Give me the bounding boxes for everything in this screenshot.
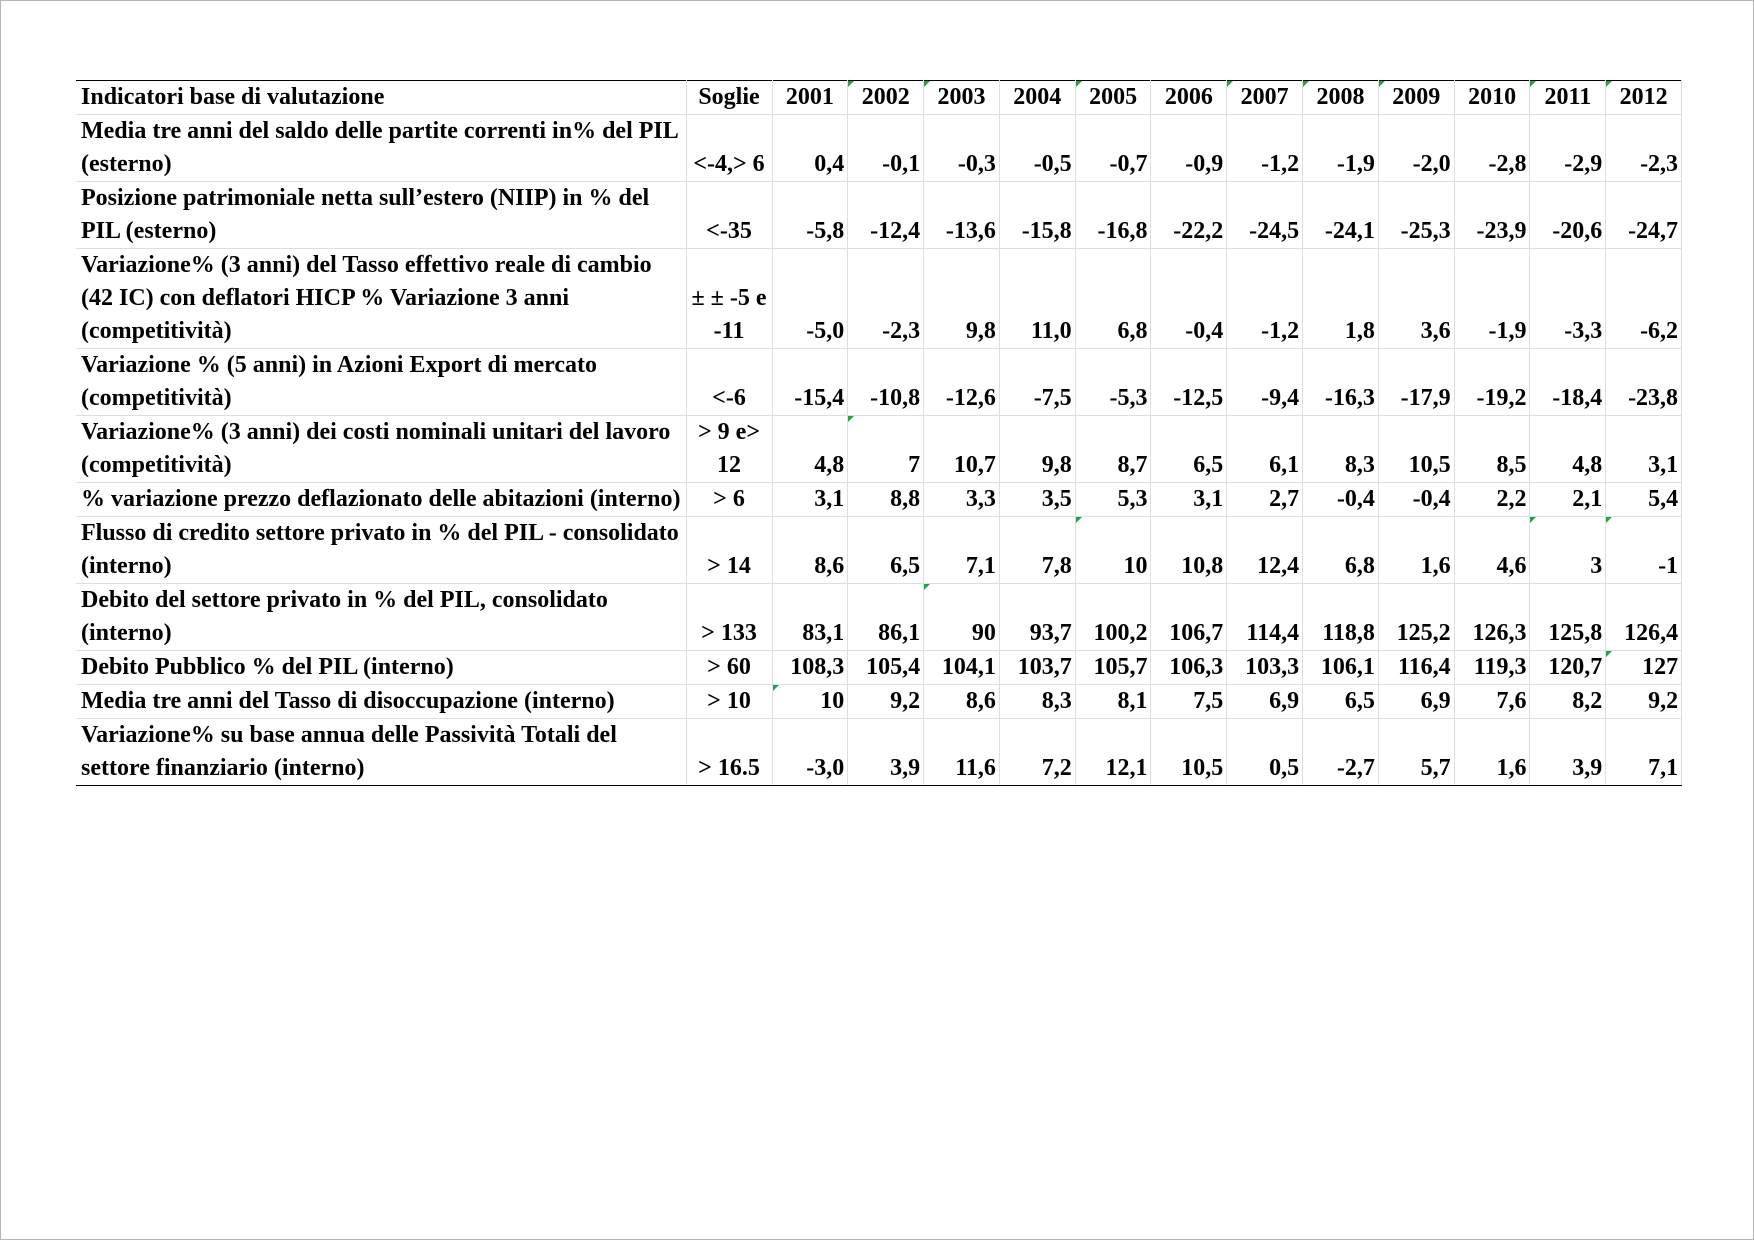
value-cell: -18,4 bbox=[1530, 349, 1606, 416]
value-cell: 3 bbox=[1530, 517, 1606, 584]
value-cell: 8,2 bbox=[1530, 685, 1606, 719]
value-cell: 2,2 bbox=[1454, 483, 1530, 517]
value-cell: 3,3 bbox=[924, 483, 1000, 517]
value-cell: 10 bbox=[1075, 517, 1151, 584]
threshold-cell: <-6 bbox=[686, 349, 772, 416]
value-cell: -24,5 bbox=[1227, 182, 1303, 249]
value-cell: -5,0 bbox=[772, 249, 848, 349]
value-cell: 9,2 bbox=[848, 685, 924, 719]
value-cell: -23,9 bbox=[1454, 182, 1530, 249]
indicator-label: Media tre anni del saldo delle partite correnti in% del PIL (esterno) bbox=[76, 115, 686, 182]
value-cell: -5,3 bbox=[1075, 349, 1151, 416]
value-cell: 3,9 bbox=[1530, 719, 1606, 786]
value-cell: -2,7 bbox=[1303, 719, 1379, 786]
value-cell: -12,4 bbox=[848, 182, 924, 249]
header-year: 2009 bbox=[1378, 81, 1454, 115]
value-cell: 6,5 bbox=[1303, 685, 1379, 719]
threshold-cell: <-4,> 6 bbox=[686, 115, 772, 182]
header-year: 2006 bbox=[1151, 81, 1227, 115]
threshold-cell: > 9 e> 12 bbox=[686, 416, 772, 483]
threshold-cell: > 60 bbox=[686, 651, 772, 685]
header-year: 2004 bbox=[999, 81, 1075, 115]
value-cell: 6,5 bbox=[1151, 416, 1227, 483]
value-cell: -23,8 bbox=[1606, 349, 1682, 416]
value-cell: 6,8 bbox=[1303, 517, 1379, 584]
value-cell: 3,1 bbox=[772, 483, 848, 517]
value-cell: 6,5 bbox=[848, 517, 924, 584]
value-cell: -1 bbox=[1606, 517, 1682, 584]
table-row bbox=[76, 483, 1682, 517]
value-cell: 7 bbox=[848, 416, 924, 483]
value-cell: -2,9 bbox=[1530, 115, 1606, 182]
value-cell: 5,4 bbox=[1606, 483, 1682, 517]
value-cell: 103,7 bbox=[999, 651, 1075, 685]
value-cell: 9,2 bbox=[1606, 685, 1682, 719]
value-cell: -0,4 bbox=[1378, 483, 1454, 517]
value-cell: 105,7 bbox=[1075, 651, 1151, 685]
value-cell: 8,3 bbox=[999, 685, 1075, 719]
value-cell: 3,9 bbox=[848, 719, 924, 786]
table-row bbox=[76, 182, 1682, 249]
value-cell: 86,1 bbox=[848, 584, 924, 651]
value-cell: 10,7 bbox=[924, 416, 1000, 483]
value-cell: 10 bbox=[772, 685, 848, 719]
value-cell: -1,2 bbox=[1227, 115, 1303, 182]
value-cell: 8,5 bbox=[1454, 416, 1530, 483]
header-year: 2012 bbox=[1606, 81, 1682, 115]
value-cell: -15,8 bbox=[999, 182, 1075, 249]
value-cell: -12,6 bbox=[924, 349, 1000, 416]
value-cell: -6,2 bbox=[1606, 249, 1682, 349]
table-row bbox=[76, 719, 1682, 786]
value-cell: 12,1 bbox=[1075, 719, 1151, 786]
value-cell: 4,8 bbox=[772, 416, 848, 483]
value-cell: 8,8 bbox=[848, 483, 924, 517]
value-cell: 3,5 bbox=[999, 483, 1075, 517]
value-cell: 8,6 bbox=[772, 517, 848, 584]
value-cell: 127 bbox=[1606, 651, 1682, 685]
value-cell: -16,8 bbox=[1075, 182, 1151, 249]
header-year: 2010 bbox=[1454, 81, 1530, 115]
value-cell: -0,3 bbox=[924, 115, 1000, 182]
value-cell: 0,5 bbox=[1227, 719, 1303, 786]
value-cell: -2,3 bbox=[848, 249, 924, 349]
value-cell: 105,4 bbox=[848, 651, 924, 685]
value-cell: 103,3 bbox=[1227, 651, 1303, 685]
value-cell: -2,8 bbox=[1454, 115, 1530, 182]
table-row bbox=[76, 416, 1682, 483]
value-cell: -20,6 bbox=[1530, 182, 1606, 249]
value-cell: -7,5 bbox=[999, 349, 1075, 416]
value-cell: -2,3 bbox=[1606, 115, 1682, 182]
value-cell: 4,8 bbox=[1530, 416, 1606, 483]
indicator-label: % variazione prezzo deflazionato delle abitazioni (interno) bbox=[76, 483, 686, 517]
value-cell: -3,0 bbox=[772, 719, 848, 786]
value-cell: 5,3 bbox=[1075, 483, 1151, 517]
indicator-label: Variazione% su base annua delle Passività Totali del settore finanziario (interno) bbox=[76, 719, 686, 786]
threshold-cell: > 6 bbox=[686, 483, 772, 517]
indicator-label: Variazione% (3 anni) del Tasso effettivo reale di cambio (42 IC) con deflatori HICP % Variazione 3 anni (competitività) bbox=[76, 249, 686, 349]
value-cell: -0,9 bbox=[1151, 115, 1227, 182]
value-cell: 83,1 bbox=[772, 584, 848, 651]
value-cell: 7,6 bbox=[1454, 685, 1530, 719]
value-cell: -5,8 bbox=[772, 182, 848, 249]
threshold-cell: <-35 bbox=[686, 182, 772, 249]
value-cell: 108,3 bbox=[772, 651, 848, 685]
threshold-cell: > 16.5 bbox=[686, 719, 772, 786]
value-cell: 6,1 bbox=[1227, 416, 1303, 483]
threshold-cell: > 133 bbox=[686, 584, 772, 651]
value-cell: 93,7 bbox=[999, 584, 1075, 651]
indicator-label: Posizione patrimoniale netta sull’estero (NIIP) in % del PIL (esterno) bbox=[76, 182, 686, 249]
value-cell: 0,4 bbox=[772, 115, 848, 182]
value-cell: 4,6 bbox=[1454, 517, 1530, 584]
value-cell: -24,1 bbox=[1303, 182, 1379, 249]
table-row bbox=[76, 249, 1682, 349]
indicator-label: Debito del settore privato in % del PIL, consolidato (interno) bbox=[76, 584, 686, 651]
value-cell: -19,2 bbox=[1454, 349, 1530, 416]
table-row bbox=[76, 349, 1682, 416]
header-year: 2002 bbox=[848, 81, 924, 115]
value-cell: -0,1 bbox=[848, 115, 924, 182]
value-cell: 90 bbox=[924, 584, 1000, 651]
header-year: 2001 bbox=[772, 81, 848, 115]
value-cell: 7,1 bbox=[1606, 719, 1682, 786]
value-cell: -0,4 bbox=[1303, 483, 1379, 517]
table-row bbox=[76, 685, 1682, 719]
value-cell: 5,7 bbox=[1378, 719, 1454, 786]
value-cell: 7,2 bbox=[999, 719, 1075, 786]
value-cell: -3,3 bbox=[1530, 249, 1606, 349]
value-cell: 1,6 bbox=[1454, 719, 1530, 786]
value-cell: 120,7 bbox=[1530, 651, 1606, 685]
value-cell: 2,7 bbox=[1227, 483, 1303, 517]
value-cell: -13,6 bbox=[924, 182, 1000, 249]
value-cell: 118,8 bbox=[1303, 584, 1379, 651]
header-soglie: Soglie bbox=[686, 81, 772, 115]
value-cell: 116,4 bbox=[1378, 651, 1454, 685]
header-year: 2003 bbox=[924, 81, 1000, 115]
header-row bbox=[76, 81, 1682, 115]
value-cell: -1,2 bbox=[1227, 249, 1303, 349]
value-cell: -24,7 bbox=[1606, 182, 1682, 249]
header-year: 2005 bbox=[1075, 81, 1151, 115]
value-cell: -25,3 bbox=[1378, 182, 1454, 249]
threshold-cell: > 10 bbox=[686, 685, 772, 719]
value-cell: -1,9 bbox=[1303, 115, 1379, 182]
value-cell: -17,9 bbox=[1378, 349, 1454, 416]
value-cell: 104,1 bbox=[924, 651, 1000, 685]
indicator-label: Debito Pubblico % del PIL (interno) bbox=[76, 651, 686, 685]
value-cell: 106,7 bbox=[1151, 584, 1227, 651]
value-cell: -1,9 bbox=[1454, 249, 1530, 349]
value-cell: 6,8 bbox=[1075, 249, 1151, 349]
value-cell: 7,5 bbox=[1151, 685, 1227, 719]
value-cell: 6,9 bbox=[1227, 685, 1303, 719]
value-cell: 8,6 bbox=[924, 685, 1000, 719]
threshold-cell: > 14 bbox=[686, 517, 772, 584]
value-cell: 3,6 bbox=[1378, 249, 1454, 349]
indicator-label: Variazione % (5 anni) in Azioni Export di mercato (competitività) bbox=[76, 349, 686, 416]
value-cell: 114,4 bbox=[1227, 584, 1303, 651]
header-year: 2007 bbox=[1227, 81, 1303, 115]
value-cell: -10,8 bbox=[848, 349, 924, 416]
value-cell: -2,0 bbox=[1378, 115, 1454, 182]
value-cell: 106,1 bbox=[1303, 651, 1379, 685]
value-cell: 9,8 bbox=[999, 416, 1075, 483]
value-cell: 7,8 bbox=[999, 517, 1075, 584]
value-cell: 11,0 bbox=[999, 249, 1075, 349]
value-cell: 119,3 bbox=[1454, 651, 1530, 685]
header-year: 2008 bbox=[1303, 81, 1379, 115]
value-cell: 10,5 bbox=[1151, 719, 1227, 786]
table-row bbox=[76, 115, 1682, 182]
indicator-label: Variazione% (3 anni) dei costi nominali unitari del lavoro (competitività) bbox=[76, 416, 686, 483]
value-cell: 106,3 bbox=[1151, 651, 1227, 685]
table-row bbox=[76, 584, 1682, 651]
value-cell: 9,8 bbox=[924, 249, 1000, 349]
header-indicator: Indicatori base di valutazione bbox=[76, 81, 686, 115]
value-cell: -16,3 bbox=[1303, 349, 1379, 416]
table-row bbox=[76, 517, 1682, 584]
value-cell: 1,8 bbox=[1303, 249, 1379, 349]
value-cell: -9,4 bbox=[1227, 349, 1303, 416]
value-cell: 6,9 bbox=[1378, 685, 1454, 719]
value-cell: 10,5 bbox=[1378, 416, 1454, 483]
indicator-label: Flusso di credito settore privato in % del PIL - consolidato (interno) bbox=[76, 517, 686, 584]
value-cell: 10,8 bbox=[1151, 517, 1227, 584]
value-cell: 12,4 bbox=[1227, 517, 1303, 584]
value-cell: 11,6 bbox=[924, 719, 1000, 786]
indicator-label: Media tre anni del Tasso di disoccupazione (interno) bbox=[76, 685, 686, 719]
value-cell: -0,5 bbox=[999, 115, 1075, 182]
indicators-table bbox=[76, 80, 1682, 786]
value-cell: 8,3 bbox=[1303, 416, 1379, 483]
table-row bbox=[76, 651, 1682, 685]
threshold-cell: ± ± -5 e -11 bbox=[686, 249, 772, 349]
value-cell: -0,4 bbox=[1151, 249, 1227, 349]
value-cell: 7,1 bbox=[924, 517, 1000, 584]
value-cell: -15,4 bbox=[772, 349, 848, 416]
value-cell: -12,5 bbox=[1151, 349, 1227, 416]
value-cell: -22,2 bbox=[1151, 182, 1227, 249]
value-cell: 100,2 bbox=[1075, 584, 1151, 651]
value-cell: 8,1 bbox=[1075, 685, 1151, 719]
value-cell: 8,7 bbox=[1075, 416, 1151, 483]
value-cell: 125,2 bbox=[1378, 584, 1454, 651]
value-cell: 126,4 bbox=[1606, 584, 1682, 651]
value-cell: 126,3 bbox=[1454, 584, 1530, 651]
value-cell: 3,1 bbox=[1606, 416, 1682, 483]
value-cell: 1,6 bbox=[1378, 517, 1454, 584]
indicators-sheet bbox=[76, 80, 1682, 786]
value-cell: 2,1 bbox=[1530, 483, 1606, 517]
value-cell: -0,7 bbox=[1075, 115, 1151, 182]
header-year: 2011 bbox=[1530, 81, 1606, 115]
value-cell: 3,1 bbox=[1151, 483, 1227, 517]
value-cell: 125,8 bbox=[1530, 584, 1606, 651]
